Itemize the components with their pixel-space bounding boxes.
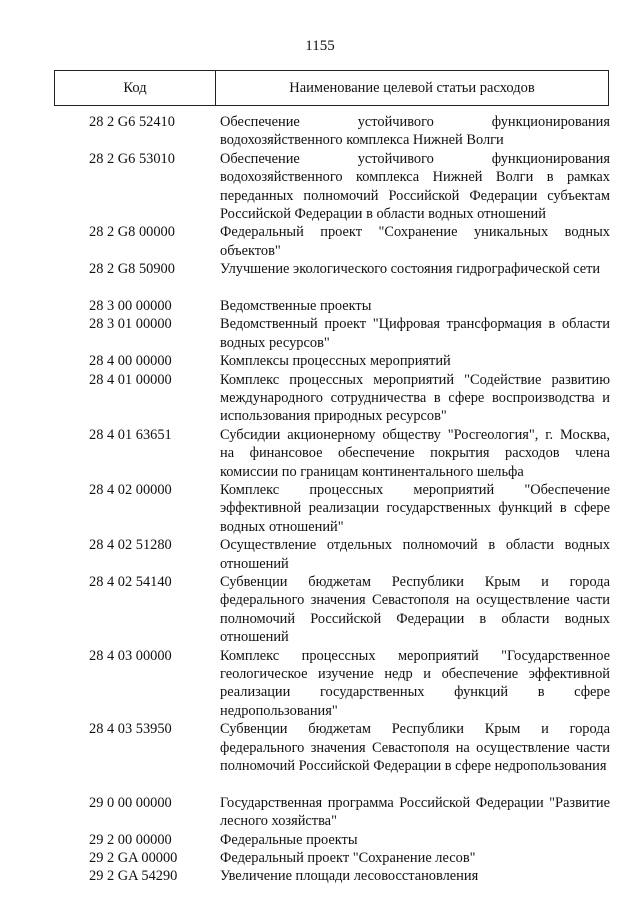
row-name: Улучшение экологического состояния гидрографической сети: [220, 261, 601, 278]
row-code: 28 4 01 63651: [89, 426, 172, 443]
table-row: [0, 481, 640, 536]
row-name: Федеральный проект "Сохранение лесов": [220, 849, 476, 866]
row-name: Комплекс процессных мероприятий "Обеспечение эффективной реализации государственных функций в сфере водных отношений": [220, 481, 610, 535]
row-name: Ведомственные проекты: [220, 297, 372, 314]
table-row: [0, 352, 640, 370]
table-row: [0, 315, 640, 352]
table-row: [0, 794, 640, 831]
table-row: [0, 831, 640, 849]
row-name: Государственная программа Российской Федерации "Развитие лесного хозяйства": [220, 794, 610, 830]
row-name: Ведомственный проект "Цифровая трансформация в области водных ресурсов": [220, 316, 610, 351]
table-row: [0, 849, 640, 867]
row-code: 28 2 G6 52410: [89, 114, 175, 130]
table-row: [0, 720, 640, 794]
table-row: [0, 867, 640, 885]
row-name: Комплексы процессных мероприятий: [220, 353, 451, 370]
table-row: [0, 150, 640, 224]
row-code: 28 4 01 00000: [89, 371, 172, 388]
table-row: [0, 371, 640, 426]
table-row: [0, 113, 640, 150]
row-code: 29 2 00 00000: [89, 831, 172, 848]
row-code: 28 2 G8 50900: [89, 261, 175, 278]
row-code: 28 4 03 53950: [89, 721, 172, 738]
table-row: [0, 536, 640, 573]
table-body: [0, 113, 640, 886]
row-name: Субвенции бюджетам Республики Крым и города федерального значения Севастополя на осуществление части полномочий Российской Федерации в сфере недропользования: [220, 721, 610, 774]
row-name: Субсидии акционерному обществу "Росгеология", г. Москва, на финансовое обеспечение покрытия расходов члена комиссии по границам континентального шельфа: [220, 426, 610, 480]
row-name: Субвенции бюджетам Республики Крым и города федерального значения Севастополя на осуществление части полномочий Российской Федерации в области водных отношений: [220, 573, 610, 646]
row-code: 28 4 03 00000: [89, 647, 172, 664]
row-code: 29 0 00 00000: [89, 794, 172, 811]
table-header: [54, 70, 609, 106]
row-code: 28 4 02 54140: [89, 573, 172, 590]
row-code: 28 2 G6 53010: [89, 150, 175, 167]
table-row: [0, 573, 640, 647]
row-name: Обеспечение устойчивого функционирования водохозяйственного комплекса Нижней Волги в рамках переданных полномочий Российской Федерации субъектам Российской Федерации в области водных отношений: [220, 150, 610, 223]
row-name: Федеральный проект "Сохранение уникальных водных объектов": [220, 224, 610, 259]
row-code: 28 3 00 00000: [89, 297, 172, 314]
row-code: 28 4 00 00000: [89, 353, 172, 370]
row-name: Комплекс процессных мероприятий "Содействие развитию международного сотрудничества в сфере воспроизводства и использования природных ресурсов": [220, 371, 610, 425]
row-code: 29 2 GA 00000: [89, 849, 178, 866]
row-name: Комплекс процессных мероприятий "Государственное геологическое изучение недр и обеспечение эффективной реализации государственных функций в сфере недропользования": [220, 647, 610, 719]
table-row: [0, 647, 640, 721]
table-row: [0, 426, 640, 481]
table-row: [0, 223, 640, 260]
row-code: 28 4 02 00000: [89, 481, 172, 498]
page-number: 1155: [305, 38, 335, 54]
row-code: 28 4 02 51280: [89, 537, 172, 554]
row-name: Осуществление отдельных полномочий в области водных отношений: [220, 537, 610, 572]
row-code: 28 2 G8 00000: [89, 224, 175, 241]
row-name: Федеральные проекты: [220, 831, 358, 848]
table-row: [0, 297, 640, 315]
row-name: Увеличение площади лесовосстановления: [220, 868, 479, 885]
row-code: 29 2 GA 54290: [89, 868, 178, 885]
row-code: 28 3 01 00000: [89, 316, 172, 333]
table-row: [0, 260, 640, 297]
column-header-code: Код: [54, 71, 216, 105]
column-header-name: Наименование целевой статьи расходов: [216, 71, 609, 105]
row-name: Обеспечение устойчивого функционирования водохозяйственного комплекса Нижней Волги: [220, 114, 610, 149]
